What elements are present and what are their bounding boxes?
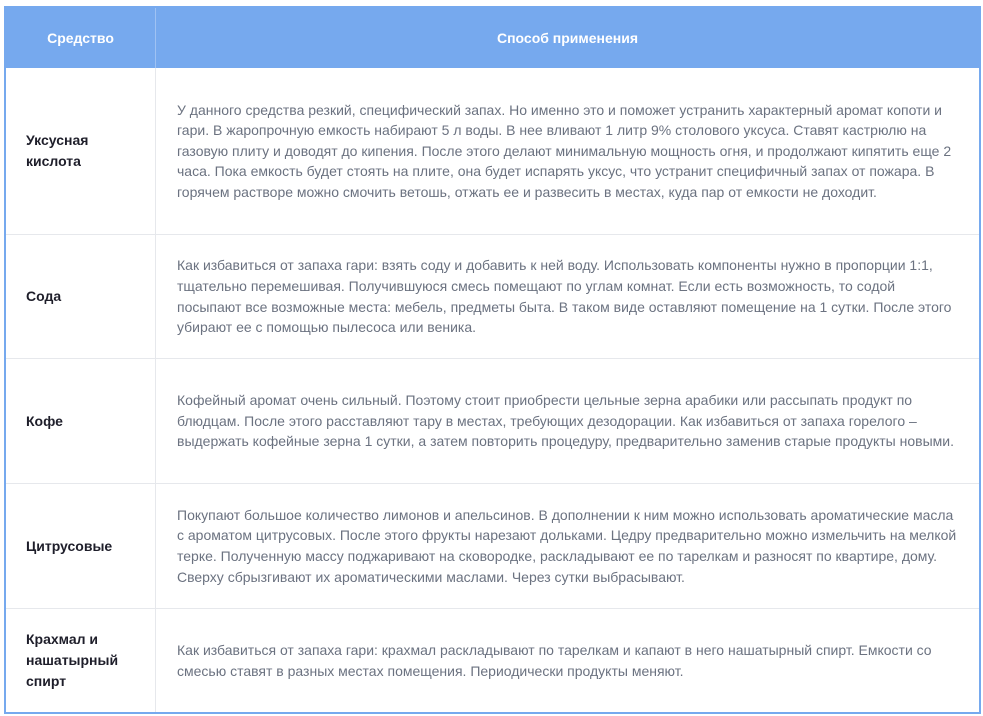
header-method: Способ применения xyxy=(496,30,639,46)
remedy-name: Цитрусовые xyxy=(6,484,156,608)
remedy-description: У данного средства резкий, специфический запах. Но именно это и поможет устранить характерный аромат копоти и гари. В жаропрочную емкость набирают 5 л воды. В нее вливают 1 литр 9% столового уксуса. Ставят кастрюлю на газовую плиту и доводят до кипения. После этого делают минимальную мощность огня, и продолжают кипятить еще 2 часа. Пока емкость будет стоять на плите, она будет испарять уксус, что устранит специфичный запах от пожара. В горячем растворе можно смочить ветошь, отжать ее и развесить в местах, куда пар от емкости не доходит. xyxy=(177,101,952,200)
table-row xyxy=(6,483,979,608)
table-row xyxy=(6,608,979,712)
remedy-name: Кофе xyxy=(6,359,156,483)
remedy-description: Покупают большое количество лимонов и апельсинов. В дополнении к ним можно использовать ароматические масла с ароматом цитрусовых. После этого фрукты нарезают дольками. Цедру предварительно можно измельчить на мелкой терке. Полученную массу поджаривают на сковородке, раскладывают ее по тарелкам и разносят по квартире, дому. Сверху сбрызгивают их ароматическими маслами. Через сутки выбрасывают. xyxy=(177,506,957,585)
table-row xyxy=(6,68,979,234)
remedy-name: Уксусная кислота xyxy=(6,68,156,234)
remedy-description: Кофейный аромат очень сильный. Поэтому стоит приобрести цельные зерна арабики или рассыпать продукт по блюдцам. После этого расставляют тару в местах, требующих дезодорации. Как избавиться от запаха горелого – выдержать кофейные зерна 1 сутки, а затем повторить процедуру, предварительно заменив старые продукты новыми. xyxy=(177,392,954,450)
table-row xyxy=(6,234,979,358)
remedy-description: Как избавиться от запаха гари: взять соду и добавить к ней воду. Использовать компоненты нужно в пропорции 1:1, тщательно перемешивая. Получившуюся смесь помещают по углам комнат. Если есть возможность, то содой посыпают все возможные места: мебель, предметы быта. В таком виде оставляют помещение на 1 сутки. После этого убирают ее с помощью пылесоса или веника. xyxy=(177,257,952,336)
remedies-table xyxy=(4,6,981,714)
table-row xyxy=(6,358,979,483)
header-remedy: Средство xyxy=(6,8,156,68)
remedy-name: Крахмал и нашатырный спирт xyxy=(6,609,156,712)
remedy-name: Сода xyxy=(6,235,156,358)
remedy-description: Как избавиться от запаха гари: крахмал раскладывают по тарелкам и капают в него нашатырный спирт. Емкости со смесью ставят в разных местах помещения. Периодически продукты меняют. xyxy=(177,641,932,679)
table-header xyxy=(6,8,979,68)
